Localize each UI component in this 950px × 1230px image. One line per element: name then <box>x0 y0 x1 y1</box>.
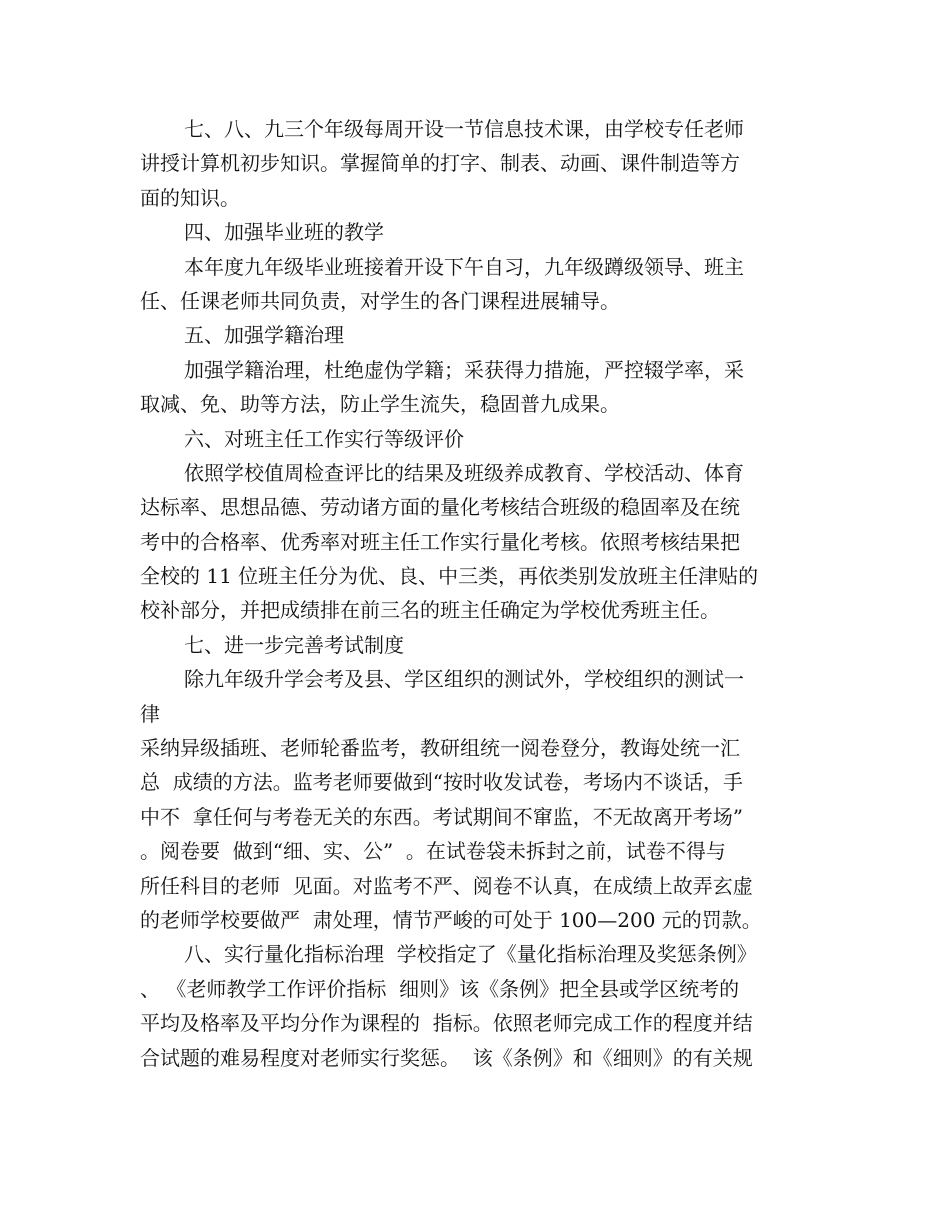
text-line: 律 <box>140 701 160 726</box>
text-line: 校补部分，并把成绩排在前三名的班主任确定为学校优秀班主任。 <box>140 598 720 623</box>
text-line: 达标率、思想品德、劳动诸方面的量化考核结合班级的稳固率及在统 <box>140 495 740 520</box>
text-line: 面的知识。 <box>140 185 240 210</box>
text-line: 考中的合格率、优秀率对班主任工作实行量化考核。依照考核结果把 <box>140 529 740 554</box>
text-line: 取减、免、助等方法，防止学生流失，稳固普九成果。 <box>140 392 620 417</box>
text-line: 七、进一步完善考试制度 <box>184 632 404 657</box>
text-line: 所任科目的老师 见面。对监考不严、阅卷不认真，在成绩上故弄玄虚 <box>140 873 753 898</box>
text-line: 的老师学校要做严 肃处理，情节严峻的可处于 100—200 元的罚款。 <box>140 907 762 932</box>
text-line: 合试题的难易程度对老师实行奖惩。 该《条例》和《细则》的有关规 <box>140 1045 753 1070</box>
text-line: 本年度九年级毕业班接着开设下午自习，九年级蹲级领导、班主 <box>184 254 744 279</box>
text-line: 采纳异级插班、老师轮番监考，教研组统一阅卷登分，教诲处统一汇 <box>140 736 740 761</box>
text-line: 全校的 11 位班主任分为优、良、中三类，再依类别发放班主任津贴的 <box>140 564 759 589</box>
text-line: 五、加强学籍治理 <box>184 323 344 348</box>
document-body <box>140 112 812 1075</box>
text-line: 中不 拿任何与考卷无关的东西。考试期间不窜监，不无故离开考场” <box>140 804 743 829</box>
text-line: 除九年级升学会考及县、学区组织的测试外，学校组织的测试一 <box>184 667 744 692</box>
text-line: 加强学籍治理，杜绝虚伪学籍；采获得力措施，严控辍学率，采 <box>184 357 744 382</box>
text-line: 讲授计算机初步知识。掌握简单的打字、制表、动画、课件制造等方 <box>140 151 740 176</box>
text-line: 、 《老师教学工作评价指标 细则》该《条例》把全县或学区统考的 <box>140 976 740 1001</box>
text-line: 八、实行量化指标治理 学校指定了《量化指标治理及奖惩条例》 <box>184 942 757 967</box>
text-line: 七、八、九三个年级每周开设一节信息技术课，由学校专任老师 <box>184 117 744 141</box>
text-line: 依照学校值周检查评比的结果及班级养成教育、学校活动、体育 <box>184 460 744 485</box>
text-line: 。阅卷要 做到“细、实、公” 。在试卷袋未拆封之前，试卷不得与 <box>140 839 726 864</box>
text-line: 四、加强毕业班的教学 <box>184 220 384 245</box>
text-line: 任、任课老师共同负责，对学生的各门课程进展辅导。 <box>140 288 620 313</box>
text-line: 六、对班主任工作实行等级评价 <box>184 426 464 451</box>
text-line: 平均及格率及平均分作为课程的 指标。依照老师完成工作的程度并结 <box>140 1011 753 1036</box>
text-line: 总 成绩的方法。监考老师要做到“按时收发试卷，考场内不谈话，手 <box>140 770 743 795</box>
